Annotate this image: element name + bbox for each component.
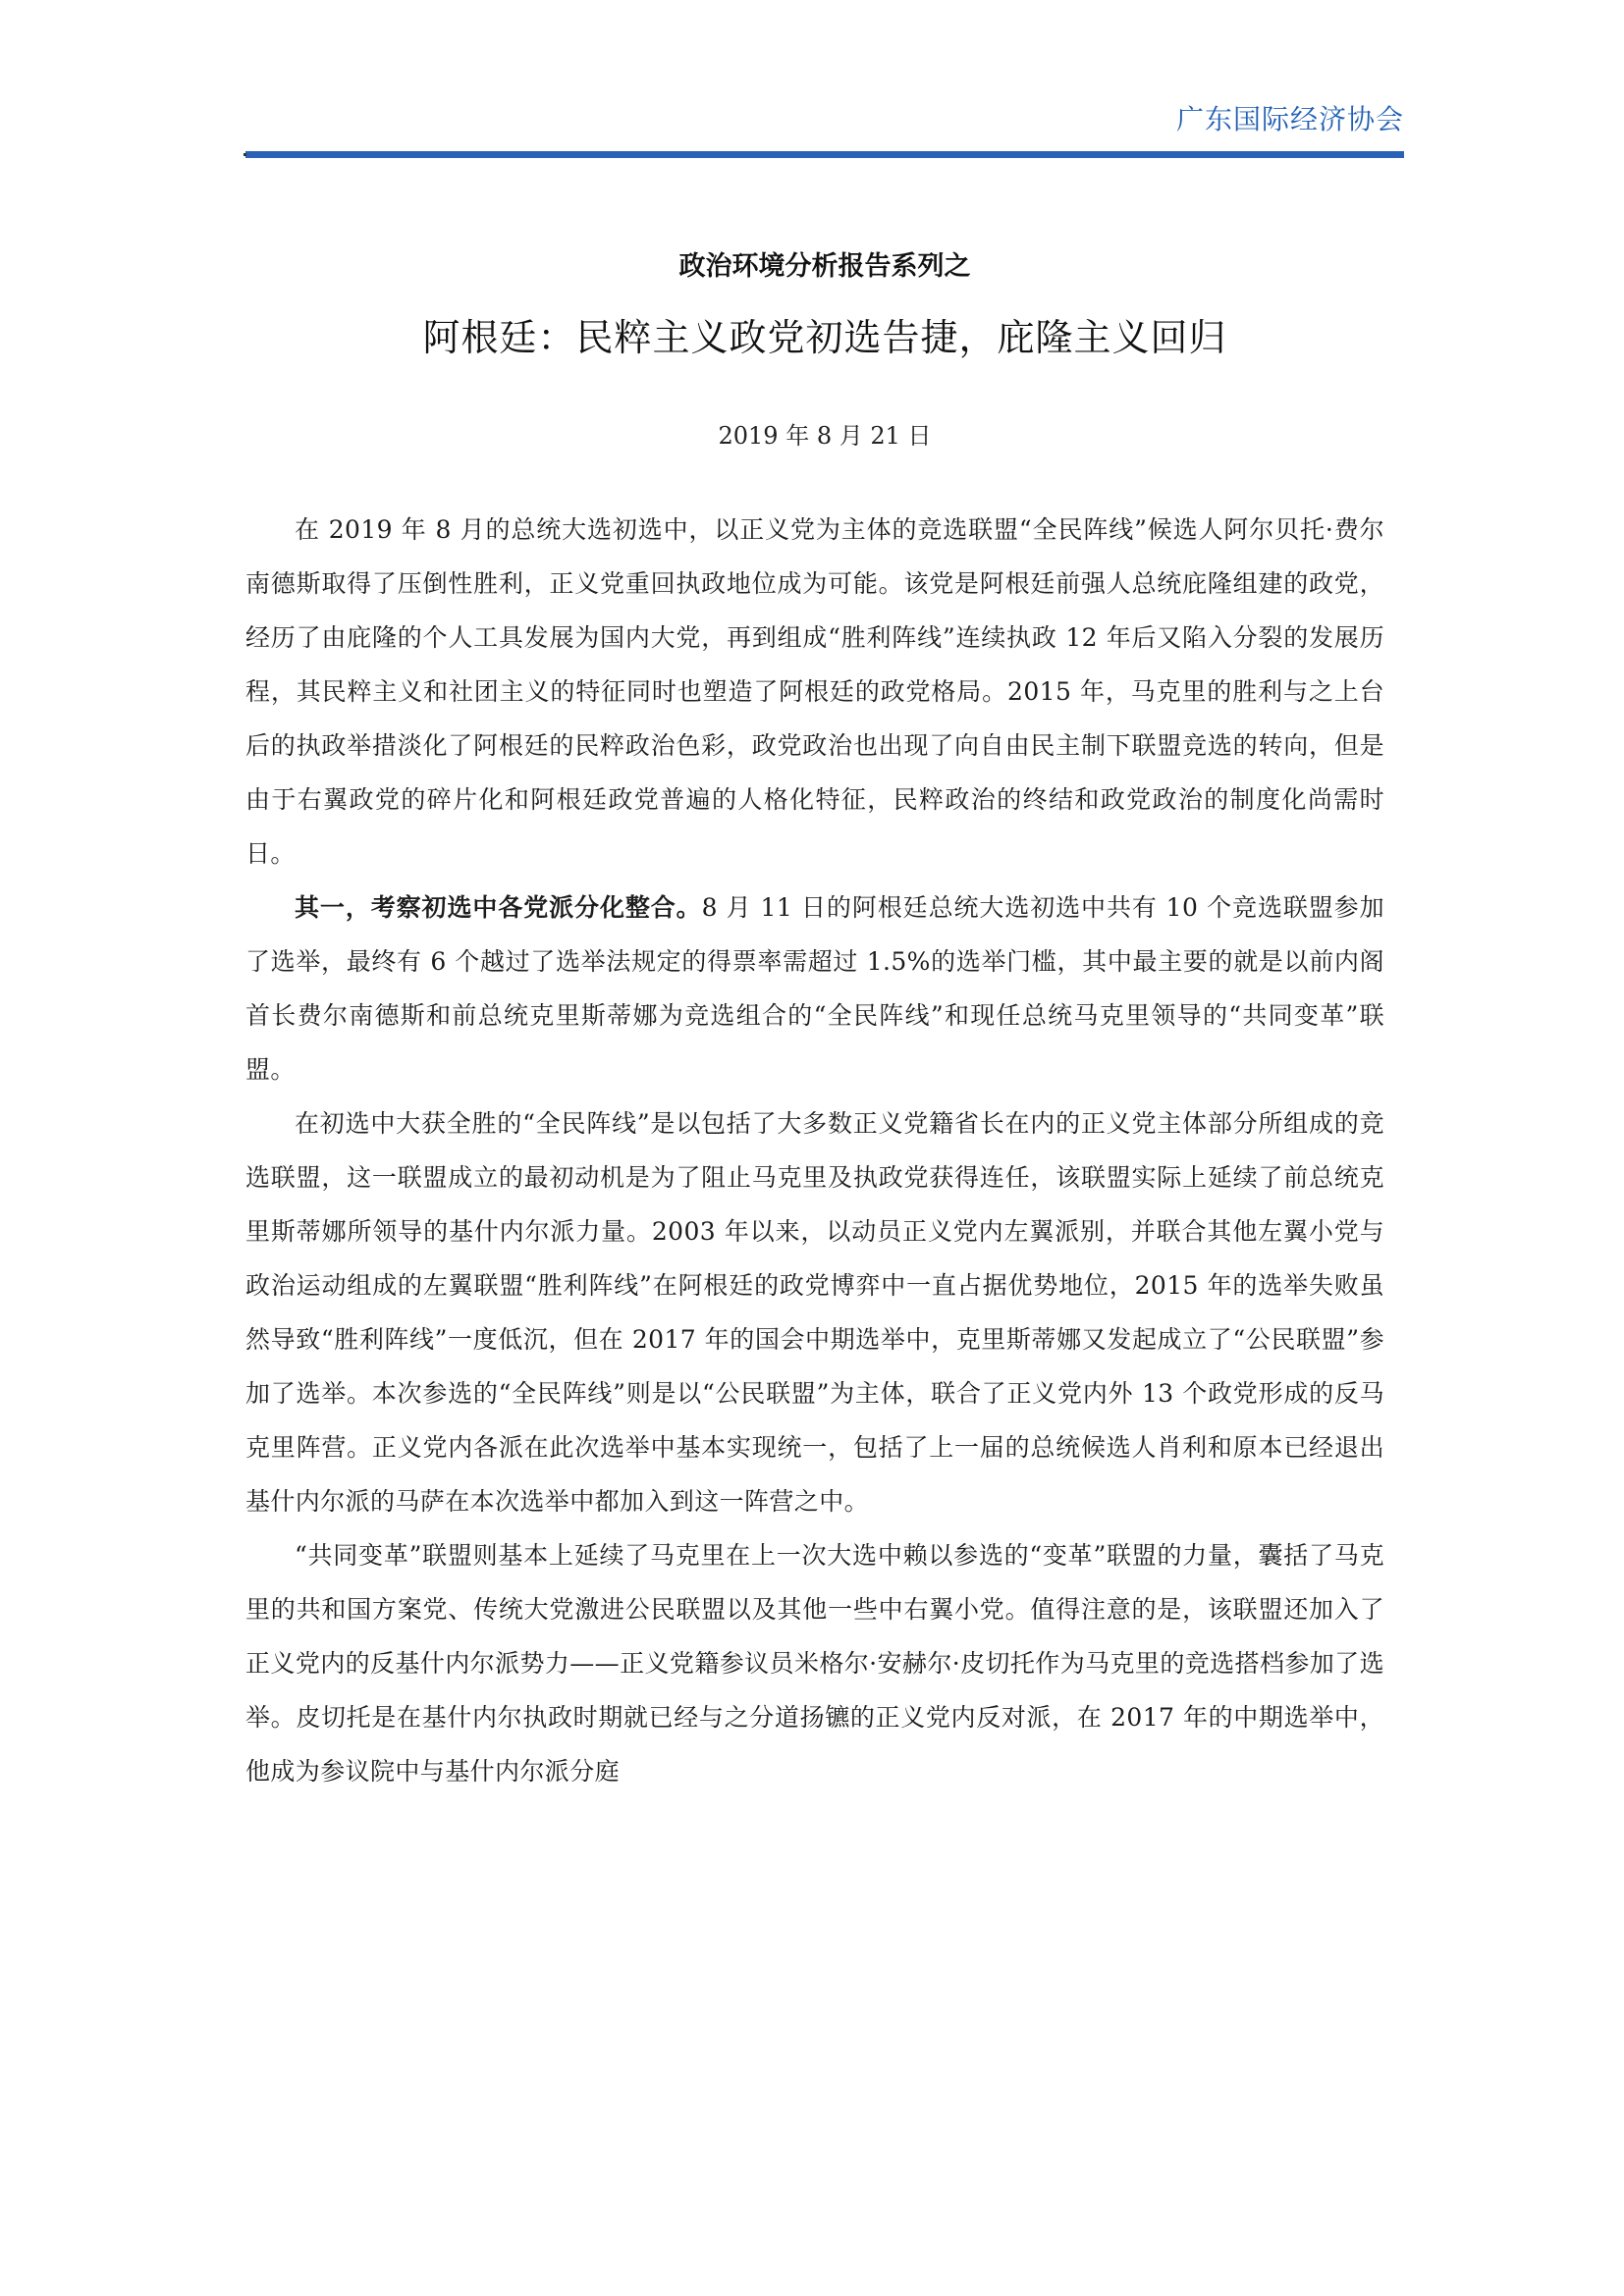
paragraph-cambiemos: “共同变革”联盟则基本上延续了马克里在上一次大选中赖以参选的“变革”联盟的力量，囊括了马克里的共和国方案党、传统大党激进公民联盟以及其他一些中右翼小党。值得注意的是，该联盟还加入了正义党内的反基什内尔派势力——正义党籍参议员米格尔·安赫尔·皮切托作为马克里的竞选搭档参加了选举。皮切托是在基什内尔执政时期就已经与之分道扬镳的正义党内反对派，在 2017 年的中期选举中，他成为参议院中与基什内尔派分庭 [245,1541,1384,1786]
paragraph-frente-de-todos: 在初选中大获全胜的“全民阵线”是以包括了大多数正义党籍省长在内的正义党主体部分所组成的竞选联盟，这一联盟成立的最初动机是为了阻止马克里及执政党获得连任，该联盟实际上延续了前总统克里斯蒂娜所领导的基什内尔派力量。2003 年以来，以动员正义党内左翼派别，并联合其他左翼小党与政治运动组成的左翼联盟“胜利阵线”在阿根廷的政党博弈中一直占据优势地位，2015 年的选举失败虽然导致“胜利阵线”一度低沉，但在 2017 年的国会中期选举中，克里斯蒂娜又发起成立了“公民联盟”参加了选举。本次参选的“全民阵线”则是以“公民联盟”为主体，联合了正义党内外 13 个政党形成的反马克里阵营。正义党内各派在此次选举中基本实现统一，包括了上一届的总统候选人肖利和原本已经退出基什内尔派的马萨在本次选举中都加入到这一阵营之中。 [245,1109,1384,1516]
title-block [245,247,1404,452]
article-body [245,503,1384,1798]
page-title: 阿根廷：民粹主义政党初选告捷，庇隆主义回归 [422,316,1227,359]
header-rule [245,151,1404,158]
header-rule-marker [244,153,246,156]
paragraph-point-one [245,881,1384,1096]
organization-name: 广东国际经济协会 [1175,103,1404,135]
page-header [245,94,1404,163]
paragraph-intro: 在 2019 年 8 月的总统大选初选中，以正义党为主体的竞选联盟“全民阵线”候选人阿尔贝托·费尔南德斯取得了压倒性胜利，正义党重回执政地位成为可能。该党是阿根廷前强人总统庇隆组建的政党，经历了由庇隆的个人工具发展为国内大党，再到组成“胜利阵线”连续执政 12 年后又陷入分裂的发展历程，其民粹主义和社团主义的特征同时也塑造了阿根廷的政党格局。2015 年，马克里的胜利与之上台后的执政举措淡化了阿根廷的民粹政治色彩，政党政治也出现了向自由民主制下联盟竞选的转向，但是由于右翼政党的碎片化和阿根廷政党普遍的人格化特征，民粹政治的终结和政党政治的制度化尚需时日。 [245,515,1384,868]
report-date: 2019 年 8 月 21 日 [718,422,932,450]
paragraph-lead-heading: 其一，考察初选中各党派分化整合。 [295,893,702,922]
series-title: 政治环境分析报告系列之 [678,251,971,282]
paragraph-text: 8 月 11 日的阿根廷总统大选初选中共有 10 个竞选联盟参加了选举，最终有 6 个越过了选举法规定的得票率需超过 1.5%的选举门槛，其中最主要的就是以前内阁首长费尔南德斯和前总统克里斯蒂娜为竞选组合的“全民阵线”和现任总统马克里领导的“共同变革”联盟。 [245,893,1384,1084]
